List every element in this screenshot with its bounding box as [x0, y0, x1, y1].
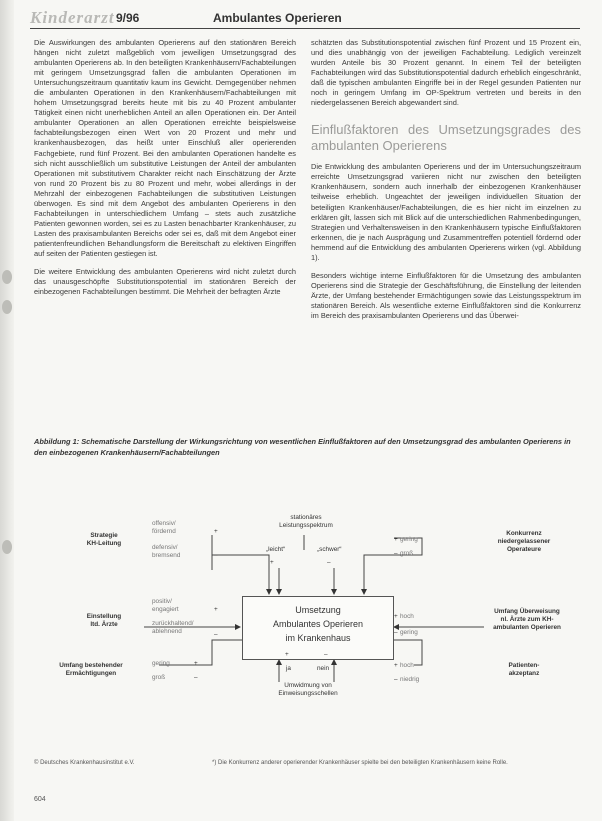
sign-minus: – [394, 676, 398, 683]
paragraph: schätzten das Substitutionspotential zwischen fünf Prozent und 15 Prozent ein, und dies unabhängig von der jeweiligen Fachabteilung. Lediglich vereinzelt wurden Anteile bis 30 Prozent genannt. In einem Teil der beteiligten Fachabteilungen wird das Substitutionspotential dadurch erheblich eingeschränkt, daß die typischen ambulanten Eingriffe bei in der Regel gesunden Patienten nur noch in geringem Umfang im OP-Spektrum vertreten und bereits in den niedergelassenen Bereich abgewandert sind. [311, 38, 581, 108]
page-number: 604 [34, 796, 46, 803]
sign-plus: + [270, 559, 274, 566]
factor-strategy: Strategie KH-Leitung [86, 532, 122, 547]
paragraph: Die Entwicklung des ambulanten Operierens und der im Untersuchungszeitraum erreichte Umsetzungsgrad variieren nicht nur zwischen den beteiligten Krankenhäusern, sondern auch innerhalb der einbezogenen Krankenhäuser teilweise erheblich. Ungeachtet der jeweiligen individuellen Situation der beteiligten Krankenhäuser/Fachabteilungen, die es hier nicht im einzelnen zu erklären gilt, lassen sich mit Blick auf die unterschiedlichen Rahmenbedingungen, Strategien und Verhaltensweisen in den Krankenhäusern typische Einflußfaktoren erkennen, die je nach Ausprägung und Zusammentreffen potentiell fördernd oder hemmend auf die Entwicklung des ambulanten Operierens wirken (vgl. Abbildung 1). [311, 162, 581, 262]
sign-minus: – [214, 631, 218, 638]
strategy-defensive: defensiv/ bremsend [152, 544, 181, 559]
right-column [311, 38, 581, 329]
paragraph: Besonders wichtige interne Einflußfaktoren für die Umsetzung des ambulanten Operierens sind die Strategie der Geschäftsführung, die Einstellung der leitenden Ärzte, der Umfang bestehender Ermächtigungen sowie das Leistungsspektrum im stationären Bereich. Als wesentliche externe Einflußfaktoren sind die Konkurrenz im Bereich des praxisambulanten Operierens und das Überwei- [311, 270, 581, 320]
center-line: Ambulantes Operieren [272, 619, 364, 629]
sign-plus: + [394, 662, 398, 669]
paragraph: Die Auswirkungen des ambulanten Operierens auf den stationären Bereich hängen nicht zuletzt maßgeblich vom jeweiligen Umsetzungsgrad des ambulanten Operierens ab. In den beteiligten Krankenhäusern/Fachabteilungen mit geringem Umsetzungsgrad fallen die ambulanten Operationen im Untersuchungszeitraum quantitativ kaum ins Gewicht. Demgegenüber nehmen die ambulanten Operationen in den Krankenhäusern/Fachabteilungen mit hohem Umsetzungsgrad bereits heute mit bis zu 40 Prozent ambulanter Tätigkeit einen nicht unerheblichen Anteil an allen Operationen ein. Der Anteil ambulanter Operationen an allen Operationen erreichte beispielsweise fachabteilungsbezogen einen Wert von 20 Prozent und mehr und krankenhausbezogen, das heißt unter Einschluß aller operierenden Fachgebiete, rund fünf Prozent. Bei den ambulanten Operationen handelte es sich nicht ausschließlich um substitutive Leistungen der Anteil der ambulanten Operationen mit substitutivem Charakter reicht nach Einschätzung der Ärzte von rund 20 Prozent bis zu 80 Prozent und mehr, wobei allerdings in der Mehrzahl der einbezogenen Fachabteilungen die substitutiven Leistungen überwogen. Es sind mit dem Angebot des ambulanten Operierens in den Fachabteilungen in unterschiedlichem Umfang – stets auch zusätzliche Patienten gewonnen worden, sei es zu Lasten benachbarter Krankenhäuser, zu Lasten des praxisambulanten Bereichs oder sei es, daß mit dem Angebot einer patientenfreundlichen Behandlungsform die Bereitschaft zu elektiven Eingriffen auf seiten der Patienten gestiegen ist. [34, 38, 296, 258]
center-line: im Krankenhaus [285, 633, 351, 643]
journal-logo: Kinderarzt [30, 8, 115, 27]
spectrum-heavy: „schwer“ [317, 546, 342, 553]
center-line: Umsetzung [295, 605, 341, 615]
binding-edge [0, 0, 14, 821]
sign-plus: + [394, 536, 398, 543]
attitude-positive: positiv/ engagiert [152, 598, 179, 613]
factor-referral: Umfang Überweisung nl. Ärzte zum KH- ambulanten Operieren [493, 608, 561, 631]
figure-caption: Abbildung 1: Schematische Darstellung der Wirkungsrichtung von wesentlichen Einflußfaktoren auf den Umsetzungsgrad des ambulanten Operierens in den einbezogenen Krankenhäusern/Fachabteilungen [34, 437, 571, 457]
rededication-label: Umwidmung von Einweisungsschellen [278, 682, 338, 697]
acceptance-low: niedrig [400, 676, 420, 683]
section-heading: Einflußfaktoren des Umsetzungsgrades des ambulanten Operierens [311, 122, 581, 154]
competition-high: groß [400, 550, 414, 557]
sign-plus: + [285, 651, 289, 658]
strategy-offensive: offensiv/ fördernd [152, 520, 176, 535]
competition-low: gering [400, 536, 418, 543]
sign-minus: – [394, 550, 398, 557]
authorizations-low: gering [152, 660, 170, 667]
influence-diagram [34, 510, 582, 695]
left-column [34, 38, 296, 305]
sign-plus: + [394, 613, 398, 620]
referral-high: hoch [400, 613, 414, 620]
sign-minus: – [324, 651, 328, 658]
punch-hole [2, 300, 12, 314]
sign-minus: – [394, 629, 398, 636]
spectrum-label: stationäres Leistungsspektrum [279, 514, 333, 529]
sign-minus: – [327, 559, 331, 566]
factor-authorizations: Umfang bestehender Ermächtigungen [59, 662, 123, 677]
punch-hole [2, 270, 12, 284]
acceptance-high: hoch [400, 662, 414, 669]
arrow-strategy [212, 535, 269, 594]
rededication-yes: ja [286, 665, 291, 672]
center-box [242, 596, 394, 660]
attitude-negative: zurückhaltend/ ablehnend [152, 620, 194, 635]
paragraph: Die weitere Entwicklung des ambulanten Operierens wird nicht zuletzt durch das unausgeschöpfte Substitutionspotential im stationären Bereich der einbezogenen Fachabteilungen bestimmt. Die Mehrheit der befragten Ärzte [34, 267, 296, 297]
sign-minus: – [214, 552, 218, 559]
rededication-no: nein [317, 665, 330, 672]
figure-footnote: *) Die Konkurrenz anderer operierender Krankenhäuser spielte bei den beteiligten Krankenhäusern keine Rolle. [212, 760, 508, 766]
sign-plus: + [194, 660, 198, 667]
page-header [30, 8, 580, 29]
sign-minus: – [194, 674, 198, 681]
punch-hole [2, 540, 12, 554]
issue-number: 9/96 [116, 11, 140, 25]
authorizations-high: groß [152, 674, 166, 681]
section-title: Ambulantes Operieren [213, 11, 342, 25]
arrow-competition [364, 538, 422, 594]
sign-plus: + [214, 528, 218, 535]
factor-acceptance: Patienten- akzeptanz [508, 662, 540, 677]
factor-competition: Konkurrenz niedergelassener Operateure [497, 530, 551, 553]
referral-low: gering [400, 629, 418, 636]
figure-source: © Deutsches Krankenhausinstitut e.V. [34, 760, 135, 766]
spectrum-light: „leicht“ [266, 546, 286, 553]
sign-plus: + [214, 606, 218, 613]
factor-attitude: Einstellung ltd. Ärzte [86, 613, 122, 628]
